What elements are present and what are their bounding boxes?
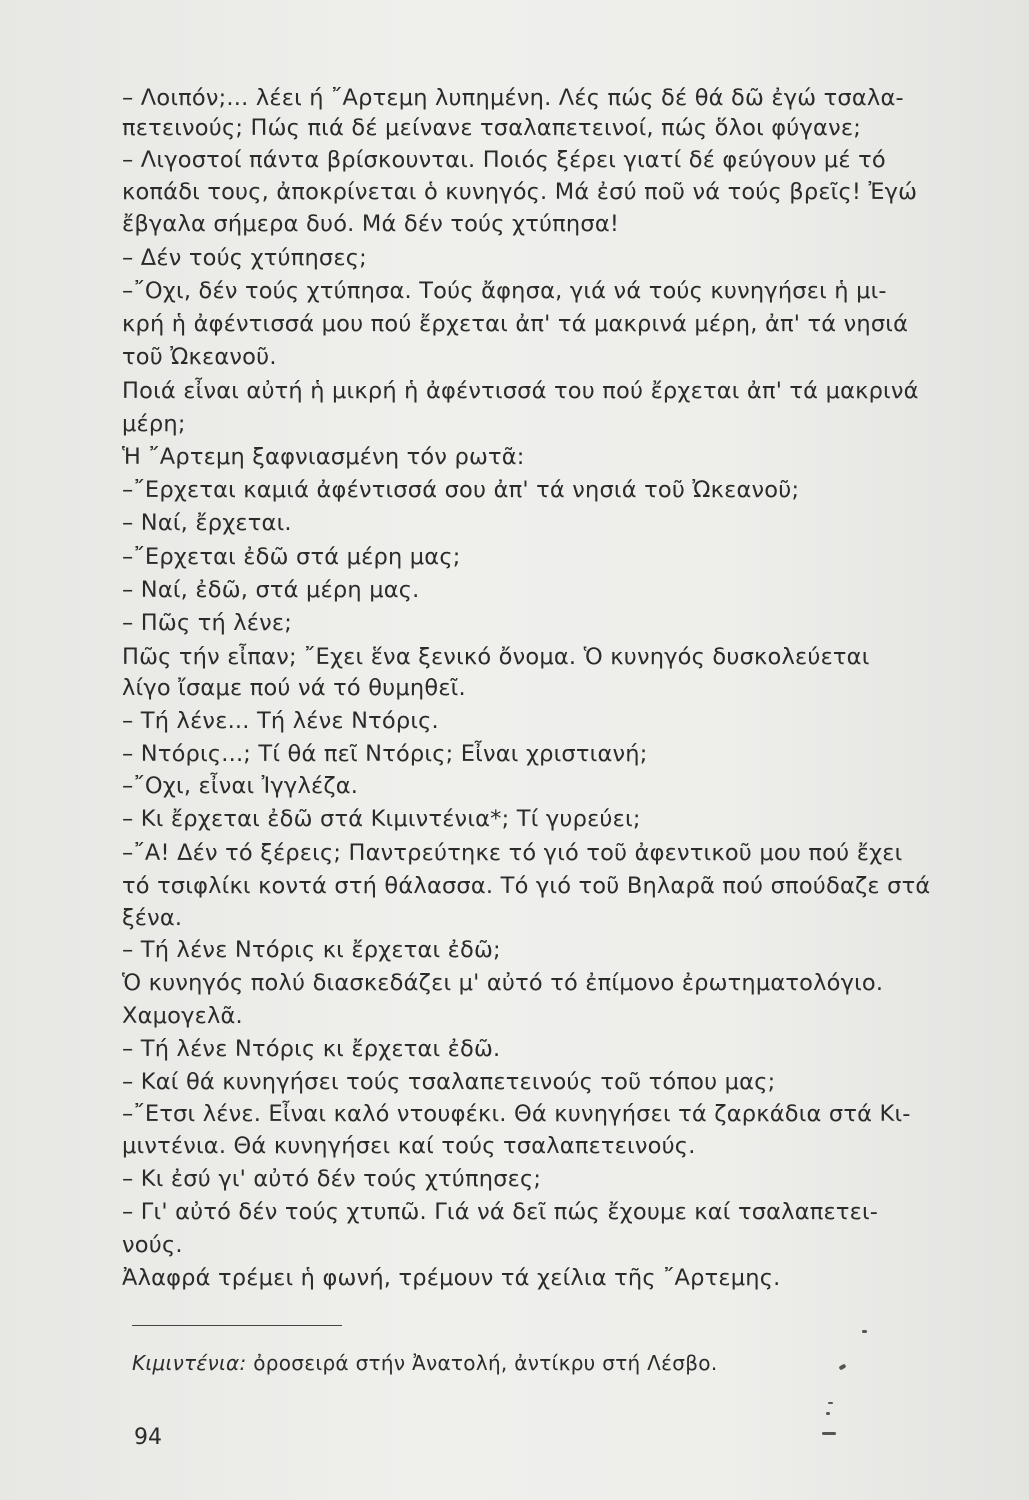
text-line: κρή ἡ ἀφέντισσά μου πού ἔρχεται ἀπ' τά μακρινά μέρη, ἀπ' τά νησιά bbox=[122, 311, 909, 337]
scan-speck bbox=[826, 1412, 830, 1415]
text-line: κοπάδι τους, ἀποκρίνεται ὁ κυνηγός. Μά ἐσύ ποῦ νά τούς βρεῖς! Ἐγώ bbox=[122, 179, 918, 205]
text-line: – Κι ἐσύ γι' αὐτό δέν τούς χτύπησες; bbox=[122, 1166, 542, 1192]
text-line: – Λοιπόν;... λέει ή ῎Αρτεμη λυπημένη. Λές πώς δέ θά δῶ ἐγώ τσαλα- bbox=[122, 85, 904, 111]
text-line: λίγο ἴσαμε πού νά τό θυμηθεῖ. bbox=[122, 675, 466, 701]
text-line: – Τή λένε... Τή λένε Ντόρις. bbox=[122, 708, 439, 734]
scan-speck bbox=[822, 1432, 836, 1435]
text-line: –῎Α! Δέν τό ξέρεις; Παντρεύτηκε τό γιό τοῦ ἀφεντικοῦ μου πού ἔχει bbox=[122, 840, 903, 866]
footnote bbox=[132, 1349, 718, 1377]
scan-speck bbox=[862, 1330, 867, 1333]
text-line: –῎Ερχεται καμιά ἀφέντισσά σου ἀπ' τά νησιά τοῦ Ὠκεανοῦ; bbox=[122, 477, 800, 503]
text-line: Πῶς τήν εἶπαν; ῎Εχει ἕνα ξενικό ὄνομα. Ὁ κυνηγός δυσκολεύεται bbox=[122, 644, 870, 670]
text-line: – Ντόρις...; Τί θά πεῖ Ντόρις; Εἶναι χριστιανή; bbox=[122, 741, 648, 767]
text-line: νούς. bbox=[122, 1232, 183, 1258]
text-line: ξένα. bbox=[122, 905, 183, 931]
text-line: – Ναί, ἐδῶ, στά μέρη μας. bbox=[122, 577, 420, 603]
text-line: – Λιγοστοί πάντα βρίσκουνται. Ποιός ξέρει γιατί δέ φεύγουν μέ τό bbox=[122, 147, 886, 173]
text-line: μέρη; bbox=[122, 411, 186, 437]
text-line: Ὁ κυνηγός πολύ διασκεδάζει μ' αὐτό τό ἐπίμονο ἐρωτηματολόγιο. bbox=[122, 970, 884, 996]
text-line: –῎Ετσι λένε. Εἶναι καλό ντουφέκι. Θά κυνηγήσει τά ζαρκάδια στά Κι- bbox=[122, 1101, 911, 1127]
text-line: – Δέν τούς χτύπησες; bbox=[122, 245, 367, 271]
page-number: 94 bbox=[134, 1425, 162, 1450]
text-line: Ποιά εἶναι αὐτή ἡ μικρή ἡ ἀφέντισσά του πού ἔρχεται ἀπ' τά μακρινά bbox=[122, 378, 919, 404]
text-line: –῎Ερχεται ἐδῶ στά μέρη μας; bbox=[122, 544, 461, 570]
footnote-term: Κιμιντένια: bbox=[132, 1351, 247, 1375]
text-line: Χαμογελᾶ. bbox=[122, 1003, 243, 1029]
text-line: μιντένια. Θά κυνηγήσει καί τούς τσαλαπετεινούς. bbox=[122, 1133, 696, 1159]
scan-speck bbox=[838, 1364, 846, 1371]
text-line: – Πῶς τή λένε; bbox=[122, 610, 293, 636]
footnote-text: ὀροσειρά στήν Ἀνατολή, ἀντίκρυ στή Λέσβο. bbox=[246, 1351, 718, 1375]
text-line: ἔβγαλα σήμερα δυό. Μά δέν τούς χτύπησα! bbox=[122, 211, 620, 237]
text-line: τοῦ Ὠκεανοῦ. bbox=[122, 344, 277, 370]
text-line: –῎Οχι, δέν τούς χτύπησα. Τούς ἄφησα, γιά νά τούς κυνηγήσει ἡ μι- bbox=[122, 278, 887, 304]
text-line: – Τή λένε Ντόρις κι ἔρχεται ἐδῶ. bbox=[122, 1036, 501, 1062]
text-line: –῎Οχι, εἶναι Ἰγγλέζα. bbox=[122, 773, 359, 799]
text-line: τό τσιφλίκι κοντά στή θάλασσα. Τό γιό τοῦ Βηλαρᾶ πού σπούδαζε στά bbox=[122, 873, 931, 899]
scan-speck bbox=[828, 1402, 833, 1404]
text-line: Ἀλαφρά τρέμει ἡ φωνή, τρέμουν τά χείλια τῆς ῎Αρτεμης. bbox=[122, 1265, 781, 1291]
text-line: – Καί θά κυνηγήσει τούς τσαλαπετεινούς τοῦ τόπου μας; bbox=[122, 1069, 776, 1095]
text-line: – Ναί, ἔρχεται. bbox=[122, 510, 292, 536]
text-line: Ἡ ῎Αρτεμη ξαφνιασμένη τόν ρωτᾶ: bbox=[122, 444, 525, 470]
text-line: πετεινούς; Πώς πιά δέ μείνανε τσαλαπετεινοί, πώς ὅλοι φύγανε; bbox=[122, 115, 861, 141]
text-line: – Τή λένε Ντόρις κι ἔρχεται ἐδῶ; bbox=[122, 937, 501, 963]
footnote-divider bbox=[132, 1325, 342, 1326]
text-line: – Κι ἔρχεται ἐδῶ στά Κιμιντένια*; Τί γυρεύει; bbox=[122, 806, 641, 832]
text-line: – Γι' αὐτό δέν τούς χτυπῶ. Γιά νά δεῖ πώς ἔχουμε καί τσαλαπετει- bbox=[122, 1199, 879, 1225]
